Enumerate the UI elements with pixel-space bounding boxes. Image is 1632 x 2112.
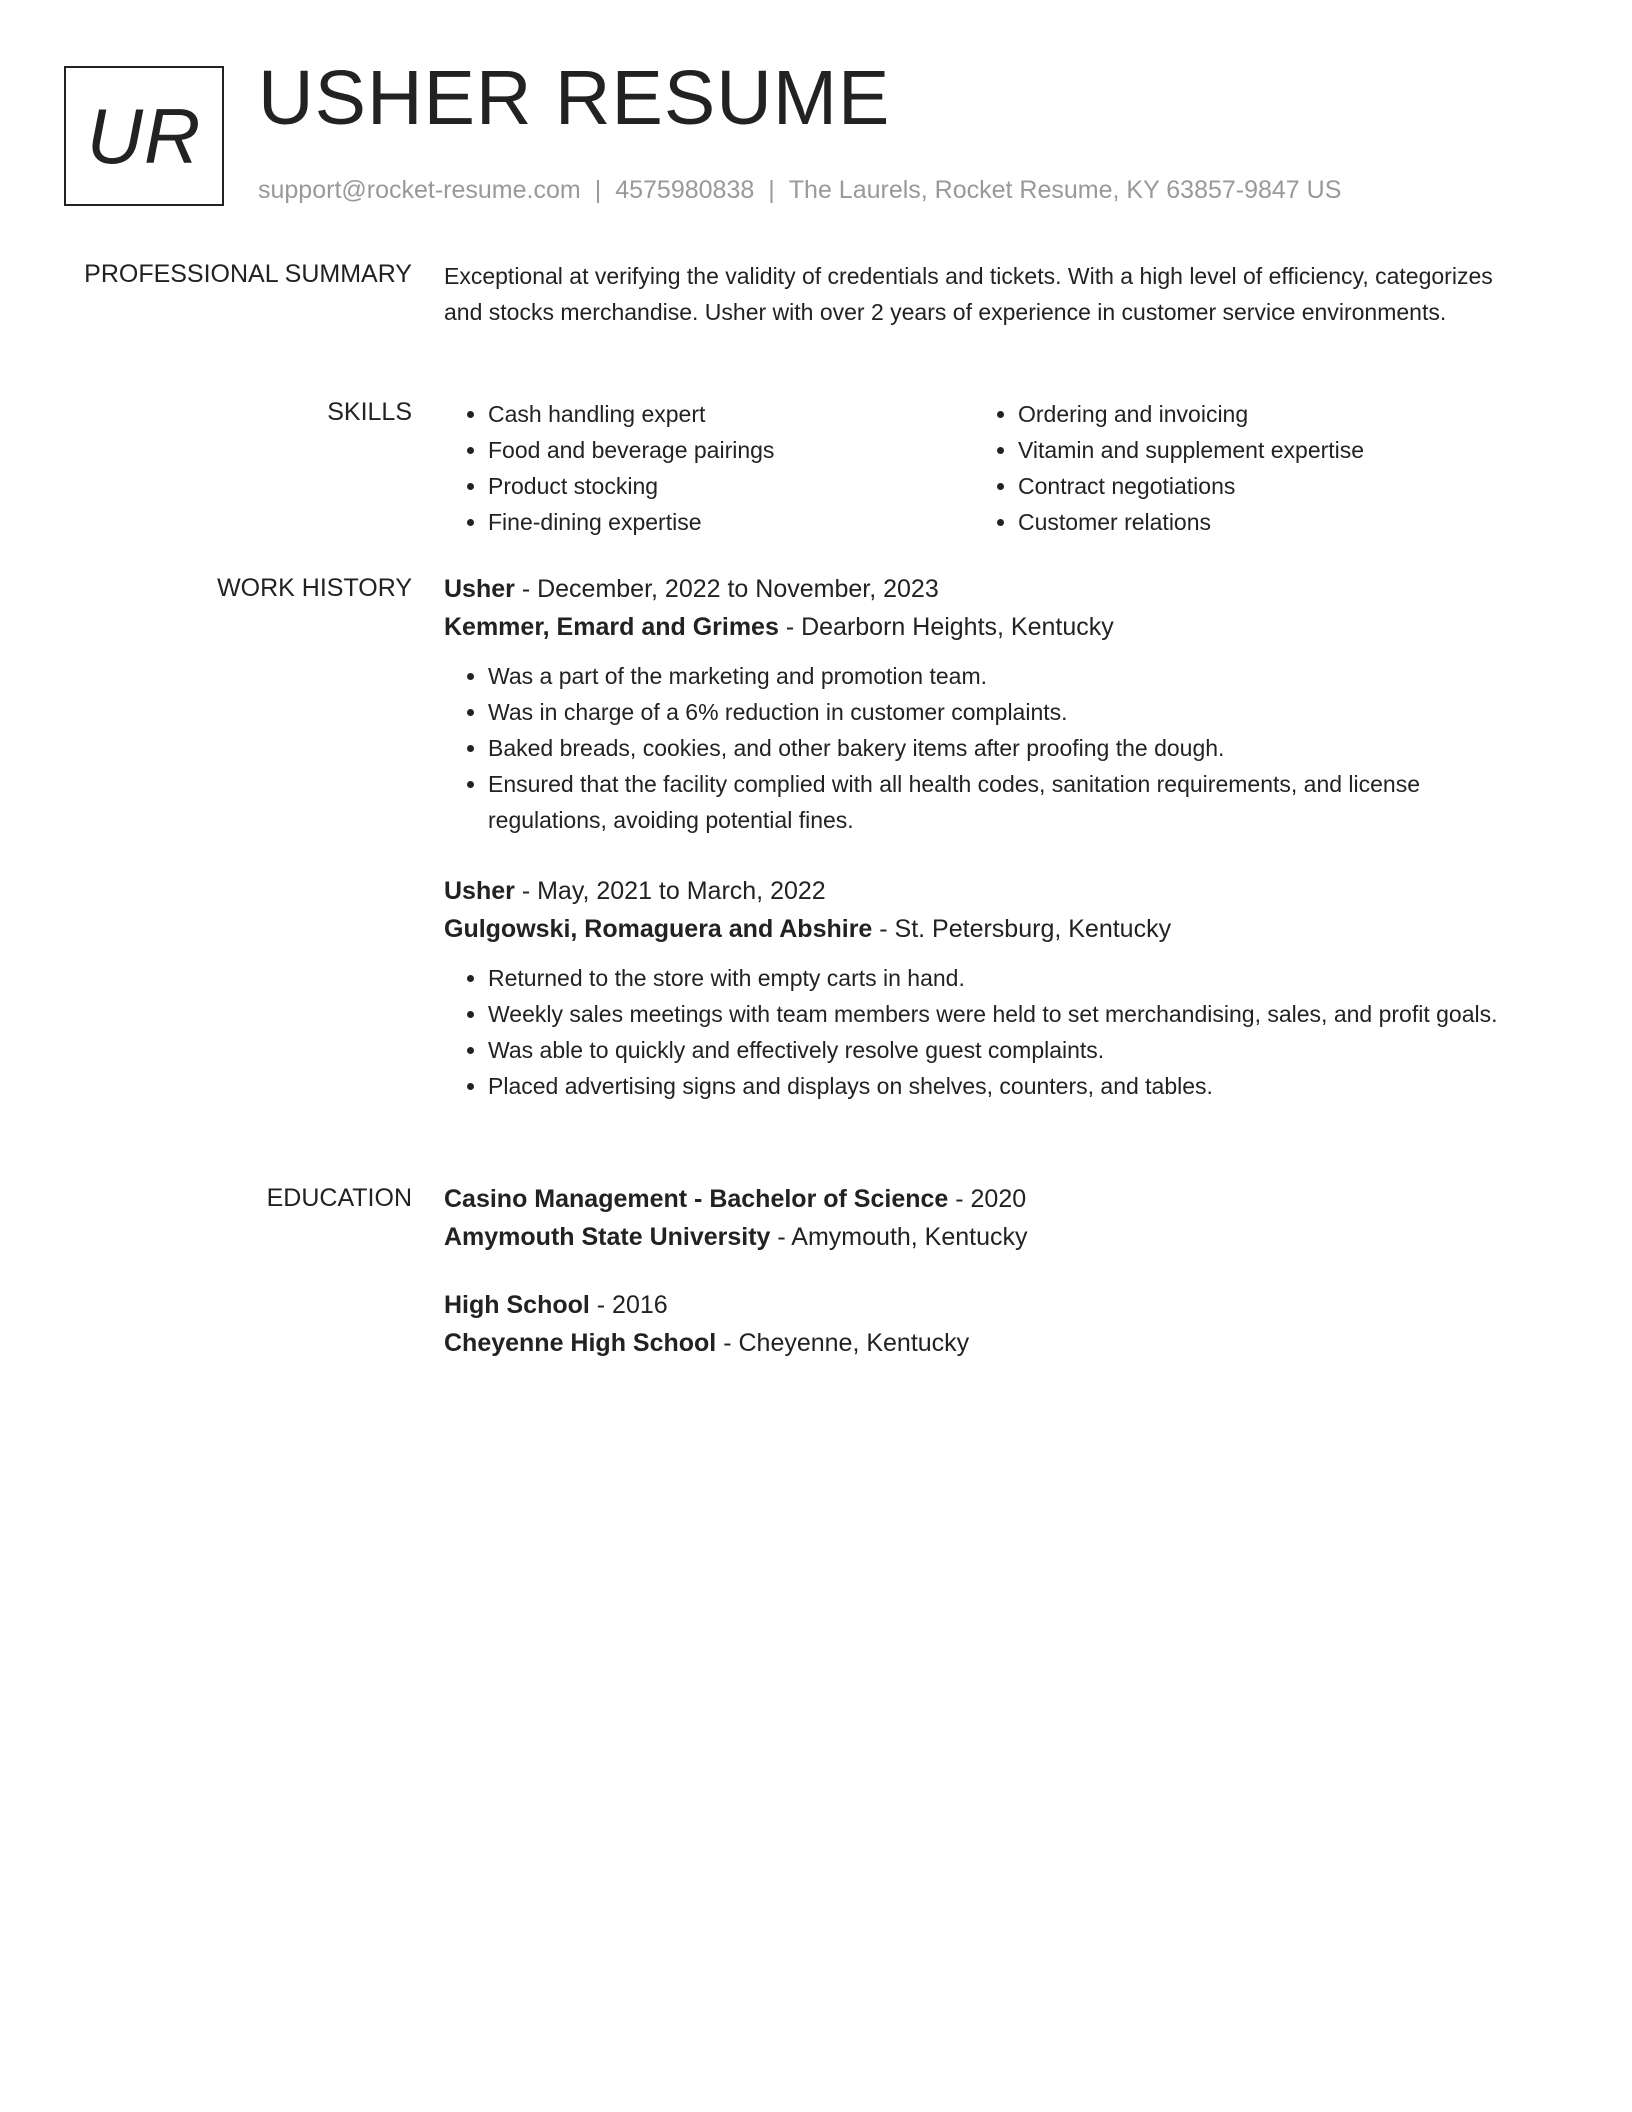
job-entry: [444, 872, 1504, 1104]
education-school: Cheyenne High School: [444, 1329, 717, 1357]
skills-list-left: [444, 396, 974, 540]
skill-item: • Product stocking: [488, 468, 974, 504]
work-history-heading: WORK HISTORY: [217, 574, 412, 602]
contact-line: [258, 174, 1341, 206]
job-dates: - December, 2022 to November, 2023: [514, 575, 939, 603]
job-company-line: [444, 910, 1504, 948]
job-duty: • Was a part of the marketing and promotion team.: [488, 658, 1504, 694]
contact-address: The Laurels, Rocket Resume, KY 63857-9847 US: [788, 176, 1342, 204]
skills-columns: [444, 396, 1504, 540]
skill-item: • Contract negotiations: [1018, 468, 1504, 504]
education-body: [444, 1180, 1504, 1392]
job-title: Usher: [444, 877, 515, 905]
job-duties: [444, 960, 1504, 1104]
education-school: Amymouth State University: [444, 1223, 771, 1251]
summary-body: [444, 258, 1504, 330]
job-duty: • Returned to the store with empty carts in hand.: [488, 960, 1504, 996]
job-duty: • Weekly sales meetings with team members were held to set merchandising, sales, and profit goals.: [488, 996, 1504, 1032]
job-duty: • Was in charge of a 6% reduction in customer complaints.: [488, 694, 1504, 730]
education-heading: EDUCATION: [266, 1184, 412, 1212]
summary-text: Exceptional at verifying the validity of credentials and tickets. With a high level of efficiency, categorizes and stocks merchandise. Usher with over 2 years of experience in customer service environments.: [444, 263, 1493, 325]
job-duty: • Baked breads, cookies, and other bakery items after proofing the dough.: [488, 730, 1504, 766]
skill-item: • Ordering and invoicing: [1018, 396, 1504, 432]
skills-body: [444, 396, 1504, 540]
skill-item: • Cash handling expert: [488, 396, 974, 432]
skill-item: • Food and beverage pairings: [488, 432, 974, 468]
education-school-line: [444, 1324, 1504, 1362]
job-entry: [444, 570, 1504, 838]
education-school-line: [444, 1218, 1504, 1256]
education-degree: High School: [444, 1291, 590, 1319]
skills-heading: SKILLS: [327, 398, 412, 426]
education-year: - 2016: [589, 1291, 668, 1319]
job-location: - Dearborn Heights, Kentucky: [778, 613, 1114, 641]
job-company: Kemmer, Emard and Grimes: [444, 613, 779, 641]
contact-separator: |: [594, 176, 602, 204]
education-entry: [444, 1286, 1504, 1362]
education-degree-line: [444, 1180, 1504, 1218]
education-degree: Casino Management - Bachelor of Science: [444, 1185, 949, 1213]
education-location: - Amymouth, Kentucky: [770, 1223, 1028, 1251]
work-history-body: [444, 570, 1504, 1138]
summary-heading: PROFESSIONAL SUMMARY: [84, 260, 412, 288]
education-degree-line: [444, 1286, 1504, 1324]
education-location: - Cheyenne, Kentucky: [716, 1329, 970, 1357]
monogram-initials: UR: [64, 66, 224, 206]
job-location: - St. Petersburg, Kentucky: [872, 915, 1172, 943]
job-title: Usher: [444, 575, 515, 603]
skill-item: • Fine-dining expertise: [488, 504, 974, 540]
contact-phone: 4575980838: [615, 176, 755, 204]
education-year: - 2020: [948, 1185, 1027, 1213]
contact-email: support@rocket-resume.com: [258, 176, 581, 204]
resume-name: USHER RESUME: [258, 55, 891, 141]
job-duty: • Was able to quickly and effectively resolve guest complaints.: [488, 1032, 1504, 1068]
job-duty: • Placed advertising signs and displays on shelves, counters, and tables.: [488, 1068, 1504, 1104]
skills-list-right: [974, 396, 1504, 540]
job-company: Gulgowski, Romaguera and Abshire: [444, 915, 873, 943]
job-company-line: [444, 608, 1504, 646]
job-title-line: [444, 872, 1504, 910]
education-entry: [444, 1180, 1504, 1256]
job-dates: - May, 2021 to March, 2022: [514, 877, 826, 905]
job-duties: [444, 658, 1504, 838]
job-title-line: [444, 570, 1504, 608]
contact-separator: |: [768, 176, 775, 204]
skill-item: • Vitamin and supplement expertise: [1018, 432, 1504, 468]
skill-item: • Customer relations: [1018, 504, 1504, 540]
job-duty: • Ensured that the facility complied with all health codes, sanitation requirements, and license regulations, avoiding potential fines.: [488, 766, 1504, 838]
